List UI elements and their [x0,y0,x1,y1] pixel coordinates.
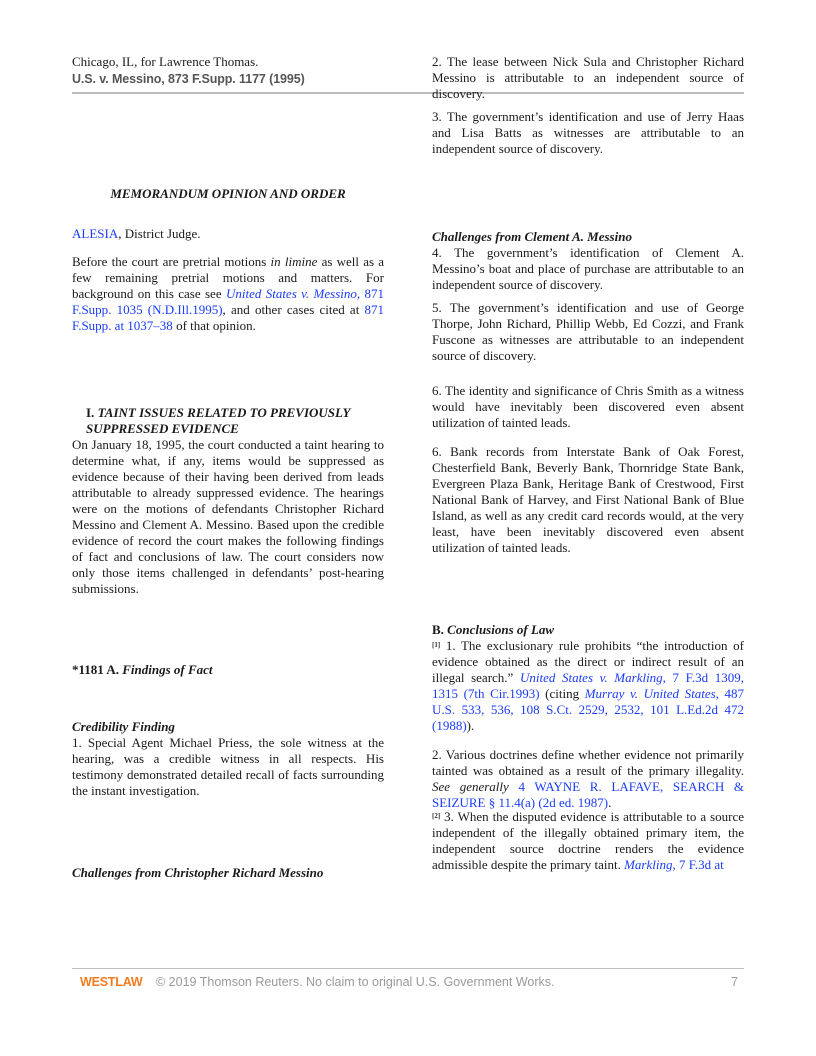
section-one-body: On January 18, 1995, the court conducted a taint hearing to determine what, if any, items would be suppressed as evidence because of their having been derived from leads attributable to already suppressed evidence. The hearings were on the motions of defendants Christopher Richard Messino and Clement A. Messino. Based upon the credible evidence of record the court makes the following findings of fact and conclusions of law. The court considers now only those items challenged in defendants’ post-hearing submissions. [72,437,384,596]
finding-2: 2. The lease between Nick Sula and Christopher Richard Messino is attributable to an independent source of discovery. [432,54,744,101]
headnote-marker-1[interactable]: [1] [432,641,441,649]
law-paragraph-1: [1] 1. The exclusionary rule prohibits “the introduction of evidence obtained as the direct or indirect result of an illegal search.” United States v. Markling, 7 F.3d 1309, 1315 (7th Cir.1993) (citing Murray v. United States, 487 U.S. 533, 536, 108 S.Ct. 2529, 2532, 101 L.Ed.2d 472 (1988)). [432,638,745,733]
finding-6b: 6. Bank records from Interstate Bank of Oak Forest, Chesterfield Bank, Beverly Bank, Thornridge State Bank, Evergreen Plaza Bank, Heritage Bank of Crestwood, First National Bank of Harvey, and First National Bank of Blue Island, as well as any credit card records would, at the very least, have been inevitably discovered even absent utilization of tainted leads. [432,444,744,555]
findings-heading: *1181 A. Findings of Fact [72,662,213,677]
intro-text: of that opinion. [172,318,256,333]
opinion-heading: MEMORANDUM OPINION AND ORDER [110,186,346,201]
judge-line [72,226,384,242]
finding-4: 4. The government’s identification of Clement A. Messino’s boat and place of purchase are attributable to an independent source of discovery. [432,245,744,292]
footer-divider [72,968,744,969]
lafave-citation-link[interactable]: 4 WAYNE R. LAFAVE, SEARCH & SEIZURE § 11.4(a) (2d ed. 1987) [432,779,744,810]
credibility-heading: Credibility Finding [72,719,175,734]
law-paragraph-3: [2] 3. When the disputed evidence is attributable to a source independent of the illegally obtained primary item, the independent source doctrine renders the evidence admissible despite the primary taint. Markling, 7 F.3d at [432,809,744,872]
intro-text: , and other cases cited at [222,302,365,317]
westlaw-logo: WESTLAW [80,975,143,989]
judge-title: , District Judge. [118,226,201,241]
conclusions-heading: B. Conclusions of Law [432,622,555,637]
copyright-notice: © 2019 Thomson Reuters. No claim to original U.S. Government Works. [156,975,555,989]
judge-link[interactable]: ALESIA [72,226,119,241]
finding-3: 3. The government’s identification and use of Jerry Haas and Lisa Batts as witnesses are attributable to an independent source of discovery. [432,109,744,156]
pinpoint-citation-link[interactable]: 871 F.Supp. at 1037–38 [72,302,384,333]
intro-paragraph [72,254,384,334]
challenges-christopher-heading: Challenges from Christopher Richard Messino [72,865,324,880]
intro-italic: in limine [270,254,318,269]
page-footer [72,975,744,991]
credibility-finding: 1. Special Agent Michael Priess, the sole witness at the hearing, was a credible witness in all respects. His testimony demonstrated detailed recall of facts surrounding the instant investigation. [72,735,384,798]
murray-citation-link[interactable]: Murray v. United States, 487 U.S. 533, 536, 108 S.Ct. 2529, 2532, 101 L.Ed.2d 472 (1988) [432,686,745,733]
page-number: 7 [731,975,738,989]
headnote-marker-2[interactable]: [2] [432,812,441,820]
intro-text: as well as a few remaining pretrial motions and matters. For background on this case see [72,254,385,301]
counsel-line: Chicago, IL, for Lawrence Thomas. [72,54,259,69]
see-generally-signal: See generally [432,779,509,794]
finding-5: 5. The government’s identification and use of George Thorpe, John Richard, Phillip Webb, Ed Cozzi, and Frank Fuscone as witnesses are attributable to an independent source of discovery. [432,300,744,363]
messino-citation-link[interactable]: United States v. Messino, 871 F.Supp. 1035 (N.D.Ill.1995) [72,286,384,317]
challenges-clement-heading: Challenges from Clement A. Messino [432,229,632,244]
star-page-marker: *1181 [72,662,107,677]
intro-text: Before the court are pretrial motions [72,254,271,269]
markling-citation-link[interactable]: United States v. Markling, 7 F.3d 1309, 1315 (7th Cir.1993) [432,670,744,701]
finding-6a: 6. The identity and significance of Chris Smith as a witness would have inevitably been discovered even absent utilization of tainted leads. [432,383,744,430]
markling-short-citation-link[interactable]: Markling, 7 F.3d at [624,857,724,872]
section-one-heading: I. TAINT ISSUES RELATED TO PREVIOUSLY SUPPRESSED EVIDENCE [86,405,351,436]
law-paragraph-2: 2. Various doctrines define whether evidence not primarily tainted was obtained as a result of the primary illegality. See generally 4 WAYNE R. LAFAVE, SEARCH & SEIZURE § 11.4(a) (2d ed. 1987). [432,747,744,810]
document-title: U.S. v. Messino, 873 F.Supp. 1177 (1995) [72,72,305,86]
